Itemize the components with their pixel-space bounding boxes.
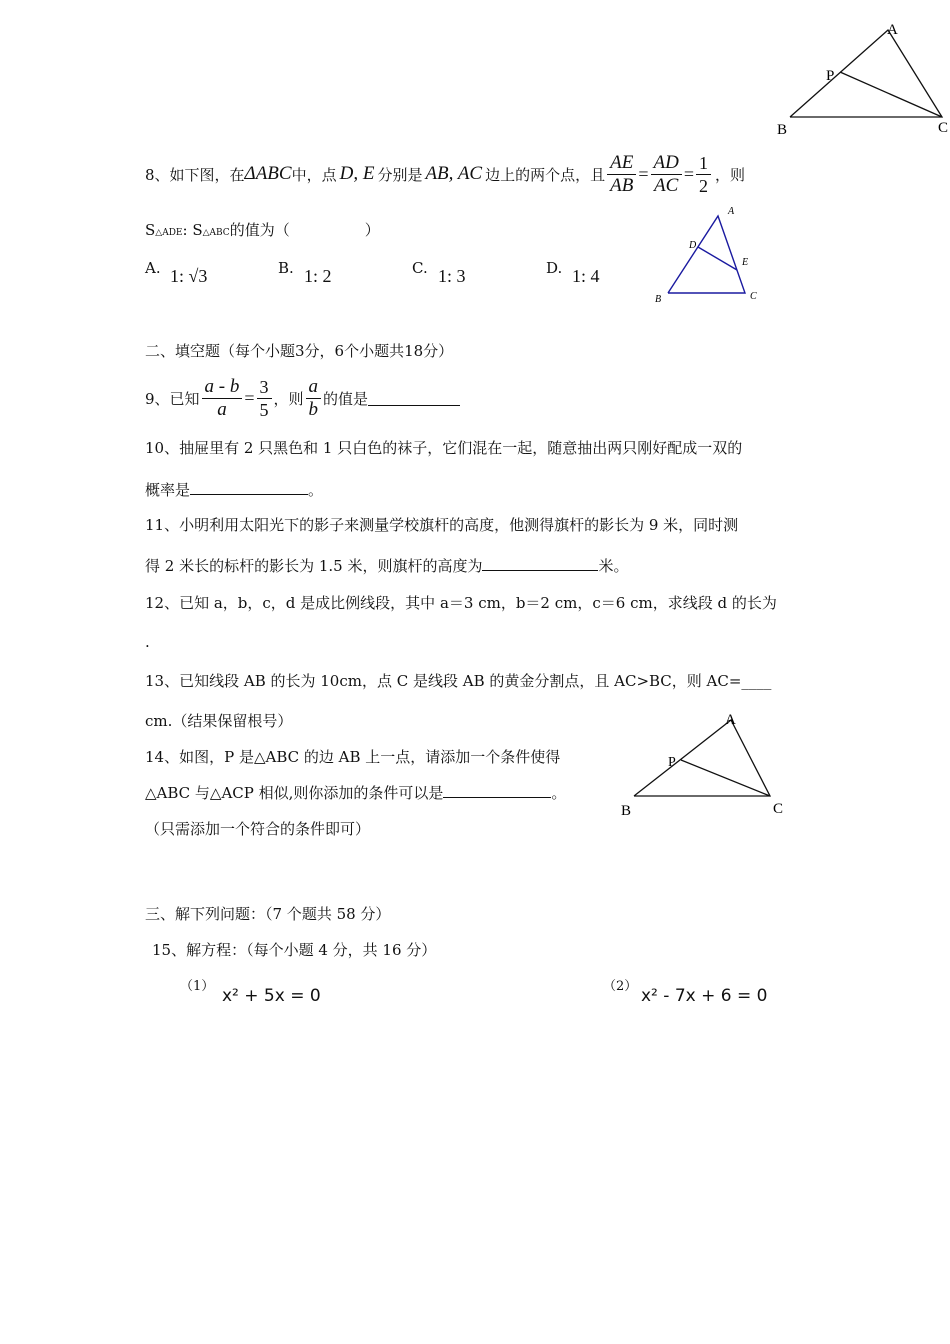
q8-option-c-value: 1: 3 [438,266,466,286]
q15-part1-label: （1） [180,979,215,994]
q8-segment-de [698,247,737,270]
q14-label-b: B [621,803,632,819]
q14-label-p: P [668,755,676,770]
q8-option-a-letter[interactable]: A. [145,259,161,277]
q8-fraction-ad-ac: $\frac{AD}{AC}$ [651,152,682,197]
q10-answer-blank[interactable] [190,480,308,495]
q8-points-de: D, E [339,163,375,184]
q8-label-a: A [728,206,735,217]
q14-segment-pc [681,760,770,796]
q8-label-b: B [655,294,662,305]
q8-sides-ab-ac: AB, AC [425,163,483,184]
q8-label-c: C [750,291,757,302]
q8-option-b-letter[interactable]: B. [278,259,294,277]
q8-label-d: D [689,240,697,251]
label-a-top: A [887,22,898,38]
question-12-line2: . [145,633,150,651]
q8-fraction-one-half: $\frac{1}{2}$ [696,152,711,197]
question-14-line1: 14、如图，P 是△ABC 的边 AB 上一点，请添加一个条件使得 [145,748,561,766]
q8-label-e: E [742,257,749,268]
q8-equals-1: = [638,163,649,184]
question-8-line2: S△ADE: S△ABC的值为（ ） [145,221,380,239]
section-2-heading: 二、填空题（每个小题3分，6个小题共18分） [145,342,454,360]
q8-option-a-value: 1: √3 [170,266,208,286]
q8-triangle-abc [668,216,745,293]
q15-part1-equation: x² + 5x = 0 [222,986,321,1006]
q8-mid3: 边上的两个点，且 [485,165,606,184]
q14-label-a: A [725,712,736,728]
question-10-line1: 10、抽屉里有 2 只黑色和 1 只白色的袜子，它们混在一起，随意抽出两只刚好配成一双的 [145,439,743,457]
q8-suffix: ，则 [714,165,745,184]
question-11-line2: 得 2 米长的标杆的影长为 1.5 米，则旗杆的高度为 米。 [145,557,629,575]
q9-answer-blank[interactable] [368,391,460,406]
q8-equals-2: = [683,163,694,184]
q8-sub-abc: △ABC [202,228,230,238]
q8-sub-ade: △ADE [155,228,183,238]
triangle-abc-top [790,30,942,117]
q14-triangle-figure [615,705,795,820]
question-13-line1: 13、已知线段 AB 的长为 10cm，点 C 是线段 AB 的黄金分割点，且 AC>BC，则 AC=____ [145,672,772,690]
q14-answer-blank[interactable] [443,783,551,798]
q8-option-b-value: 1: 2 [304,266,332,286]
q8-fraction-ae-ab: $\frac{AE}{AB}$ [607,152,636,197]
triangle-figure-top [770,15,950,140]
question-10-line2: 概率是 。 [145,481,324,499]
label-b-top: B [777,122,788,138]
question-9: 9、已知 $\frac{a - b}{a}$ = $\frac{3}{5}$ ，则 $\frac{a}{b}$ 的值是 [145,374,460,422]
question-13-line2: cm.（结果保留根号） [145,712,293,730]
section-3-heading: 三、解下列问题：（7 个题共 58 分） [145,905,391,923]
q9-fraction-3-5: $\frac{3}{5}$ [257,376,272,421]
q8-triangle-abc: ΔABC [244,163,292,184]
question-14-line3: （只需添加一个符合的条件即可） [145,820,371,838]
q8-option-c-letter[interactable]: C. [412,259,428,277]
q8-option-d-letter[interactable]: D. [546,259,563,277]
question-11-line1: 11、小明利用太阳光下的影子来测量学校旗杆的高度，他测得旗杆的影长为 9 米，同时测 [145,516,739,534]
q9-fraction-a-minus-b-over-a: $\frac{a - b}{a}$ [202,376,243,421]
q8-triangle-figure [650,200,765,310]
q8-option-d-value: 1: 4 [572,266,600,286]
q8-prefix: 8、如下图，在 [145,165,245,184]
label-p-top: P [826,68,835,84]
question-8-line1 [145,150,745,198]
segment-pc-top [840,72,942,117]
q8-mid2: 分别是 [377,165,423,184]
question-14-line2: △ABC 与△ACP 相似,则你添加的条件可以是 。 [145,784,567,802]
question-15-title: 15、解方程：（每个小题 4 分，共 16 分） [152,941,437,959]
question-12-line1: 12、已知 a，b，c，d 是成比例线段，其中 a＝3 cm，b＝2 cm，c＝6 cm，求线段 d 的长为 [145,594,777,612]
q8-mid1: 中，点 [291,165,337,184]
label-c-top: C [938,120,949,136]
q11-answer-blank[interactable] [482,556,598,571]
q15-part2-label: （2） [603,979,638,994]
q14-triangle-abc [634,720,770,796]
q15-part2-equation: x² - 7x + 6 = 0 [641,986,768,1006]
q9-fraction-a-b: $\frac{a}{b}$ [306,376,322,421]
q14-label-c: C [773,801,784,817]
